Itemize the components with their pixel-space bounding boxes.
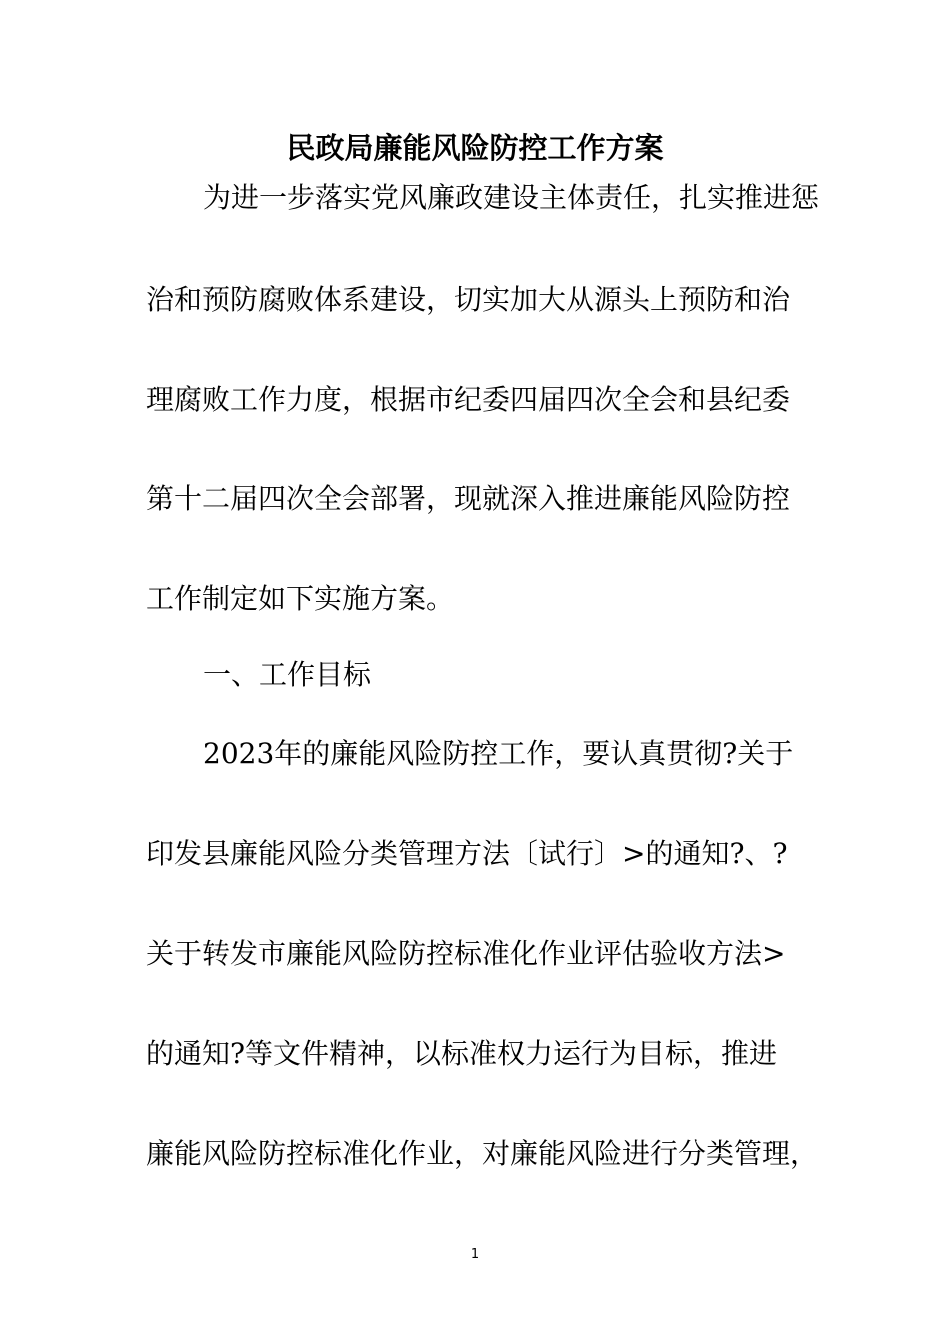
- paragraph-line: 印发县廉能风险分类管理方法〔试行〕>的通知?、?: [146, 837, 788, 870]
- paragraph-line: 理腐败工作力度，根据市纪委四届四次全会和县纪委: [146, 383, 791, 416]
- paragraph-line: 第十二届四次全会部署，现就深入推进廉能风险防控: [146, 482, 791, 515]
- paragraph-line: 工作制定如下实施方案。: [146, 582, 455, 615]
- page-number: 1: [470, 1247, 480, 1262]
- paragraph-line: 廉能风险防控标准化作业，对廉能风险进行分类管理，: [146, 1137, 819, 1170]
- paragraph-line: 2023年的廉能风险防控工作，要认真贯彻?关于: [203, 737, 794, 770]
- paragraph-line: 治和预防腐败体系建设，切实加大从源头上预防和治: [146, 283, 791, 316]
- paragraph-line: 的通知?等文件精神，以标准权力运行为目标，推进: [146, 1037, 778, 1070]
- document-title: 民政局廉能风险防控工作方案: [286, 131, 664, 165]
- section-heading: 一、工作目标: [203, 658, 372, 691]
- paragraph-line: 为进一步落实党风廉政建设主体责任，扎实推进惩: [203, 181, 820, 214]
- paragraph-line: 关于转发市廉能风险防控标准化作业评估验收方法>: [146, 937, 786, 970]
